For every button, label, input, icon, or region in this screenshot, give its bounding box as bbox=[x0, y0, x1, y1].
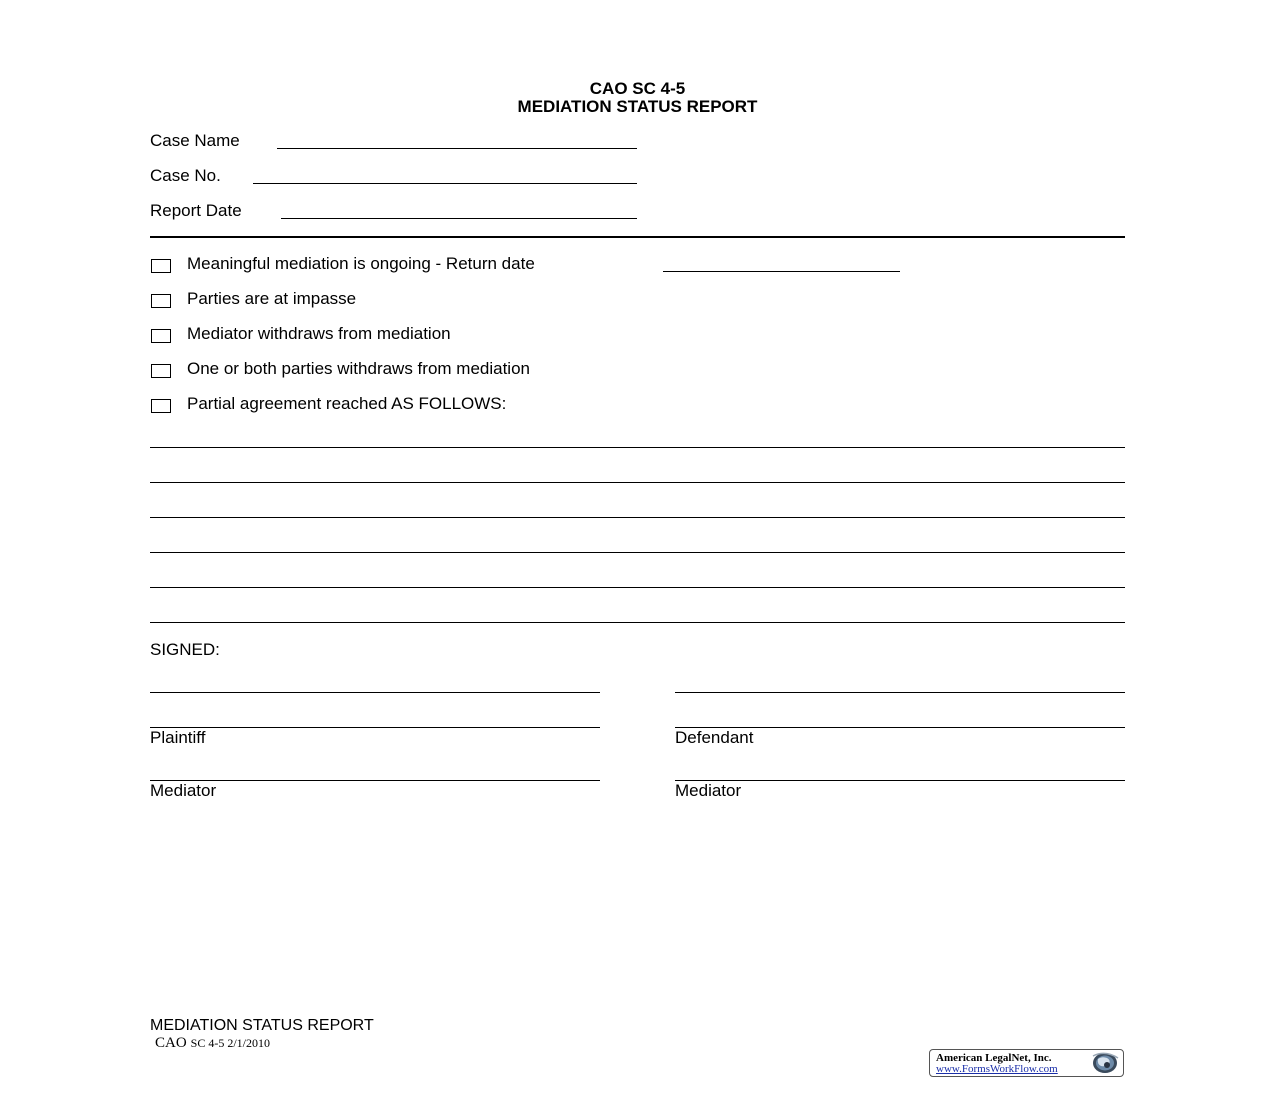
agreement-line[interactable] bbox=[150, 447, 1125, 448]
mediator-withdraws-checkbox[interactable] bbox=[151, 329, 171, 343]
mediator-right-signature-line[interactable] bbox=[675, 780, 1125, 781]
vendor-name: American LegalNet, Inc. bbox=[936, 1052, 1052, 1064]
signed-label: SIGNED: bbox=[150, 640, 220, 659]
report-date-field[interactable] bbox=[281, 218, 637, 219]
globe-icon bbox=[1087, 1051, 1121, 1075]
footer-title: MEDIATION STATUS REPORT bbox=[150, 1017, 374, 1034]
agreement-line[interactable] bbox=[150, 622, 1125, 623]
return-date-field[interactable] bbox=[663, 271, 900, 272]
party-withdraws-option-label: One or both parties withdraws from mediation bbox=[187, 359, 530, 378]
agreement-line[interactable] bbox=[150, 517, 1125, 518]
mediator-withdraws-option-label: Mediator withdraws from mediation bbox=[187, 324, 451, 343]
report-date-label: Report Date bbox=[150, 201, 242, 220]
defendant-signature-line[interactable] bbox=[675, 692, 1125, 693]
case-no-label: Case No. bbox=[150, 166, 221, 185]
footer-code-prefix: CAO bbox=[155, 1035, 187, 1051]
plaintiff-name-line[interactable] bbox=[150, 727, 600, 728]
page-title: MEDIATION STATUS REPORT bbox=[517, 97, 758, 116]
footer-code-rest: SC 4-5 2/1/2010 bbox=[190, 1036, 271, 1050]
defendant-label: Defendant bbox=[675, 728, 754, 747]
ongoing-checkbox[interactable] bbox=[151, 259, 171, 273]
plaintiff-signature-line[interactable] bbox=[150, 692, 600, 693]
vendor-badge[interactable] bbox=[929, 1049, 1124, 1077]
party-withdraws-checkbox[interactable] bbox=[151, 364, 171, 378]
mediator-left-signature-line[interactable] bbox=[150, 780, 600, 781]
agreement-line[interactable] bbox=[150, 552, 1125, 553]
mediator-right-label: Mediator bbox=[675, 781, 742, 800]
plaintiff-label: Plaintiff bbox=[150, 728, 206, 747]
form-code: CAO SC 4-5 bbox=[589, 79, 686, 98]
ongoing-option-label: Meaningful mediation is ongoing - Return date bbox=[187, 254, 535, 273]
section-divider bbox=[150, 236, 1125, 238]
impasse-checkbox[interactable] bbox=[151, 294, 171, 308]
mediator-left-label: Mediator bbox=[150, 781, 217, 800]
partial-agreement-option-label: Partial agreement reached AS FOLLOWS: bbox=[187, 394, 507, 413]
agreement-line[interactable] bbox=[150, 587, 1125, 588]
case-name-field[interactable] bbox=[277, 148, 637, 149]
impasse-option-label: Parties are at impasse bbox=[187, 289, 357, 308]
footer-form-code bbox=[155, 1034, 270, 1052]
agreement-line[interactable] bbox=[150, 482, 1125, 483]
partial-agreement-checkbox[interactable] bbox=[151, 399, 171, 413]
case-no-field[interactable] bbox=[253, 183, 637, 184]
case-name-label: Case Name bbox=[150, 131, 240, 150]
vendor-url-link[interactable]: www.FormsWorkFlow.com bbox=[936, 1063, 1058, 1075]
